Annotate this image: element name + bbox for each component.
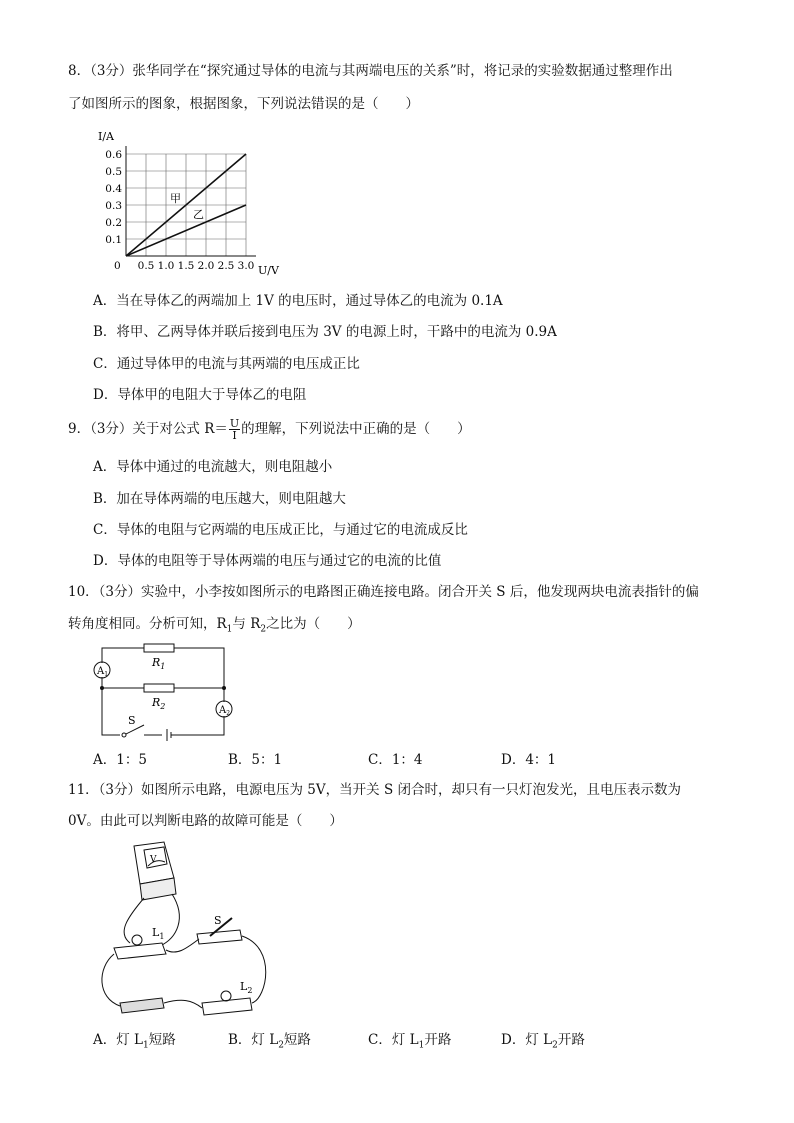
q9-option-d[interactable]: D．导体的电阻等于导体两端的电压与通过它的电流的比值 [93,553,442,569]
fraction-numerator: U [229,417,240,430]
x-axis-label: U/V [258,264,279,277]
voltmeter-label: V [150,855,157,865]
fraction-denominator: I [232,429,237,442]
formula-fraction [229,418,240,441]
r2-label: $R_2$ [152,696,166,711]
y-tick-label-5: 0.6 [105,149,122,161]
junction-left [100,686,104,690]
q9-option-c[interactable]: C．导体的电阻与它两端的电压成正比，与通过它的电流成反比 [93,522,468,538]
l2-label: $L_2$ [240,980,253,995]
physical-circuit-q11 [92,838,282,1023]
q11-option-d[interactable]: D．灯 $L_2$开路 [501,1032,585,1051]
lamp-l1-bulb [132,935,142,945]
series-label-yi: 乙 [193,208,204,221]
q11-stem-line1: 11．（3分）如图所示电路，电源电压为 5V，当开关 S 闭合时，却只有一只灯泡发光，且电压表示数为 [68,782,681,798]
y-tick-label-3: 0.4 [105,183,122,195]
q8-stem-line1: 8．（3分）张华同学在“探究通过导体的电流与其两端电压的关系”时，将记录的实验数据通过整理作出 [68,63,673,79]
wire-top-left [102,648,144,663]
series-label-jia: 甲 [170,192,181,205]
switch-s[interactable] [120,725,157,741]
q9-stem-suffix: 的理解，下列说法中正确的是（ ） [241,421,471,437]
x-tick-label-1: 0.5 [137,260,155,272]
resistor-r1 [144,644,174,652]
switch-base [197,930,242,944]
wire-mid-right [174,688,224,702]
q8-option-a[interactable]: A．当在导体乙的两端加上 1V 的电压时，通过导体乙的电流为 0.1A [93,293,503,309]
q10-sub-1: 1 [226,624,233,635]
q10-option-c[interactable]: C．1：4 [368,752,423,768]
q10-option-d[interactable]: D．4：1 [501,752,557,768]
q10-stem-line1: 10．（3分）实验中，小李按如图所示的电路图正确连接电路。闭合开关 S 后，他发现两块电流表指针的偏 [68,584,699,600]
y-tick-label-2: 0.3 [105,200,122,212]
x-tick-label-6: 3.0 [237,260,255,272]
q11-option-b[interactable]: B．灯 $L_2$短路 [228,1032,311,1051]
a1-label: $A_1$ [97,666,109,678]
q9-option-b[interactable]: B．加在导体两端的电压越大，则电阻越大 [93,491,346,507]
q10-stem-part-b: 与 R [232,616,261,632]
q10-stem-part-a: 转角度相同。分析可知，R [68,616,227,632]
circuit-diagram-q10 [92,643,242,743]
wire-l1-switch [166,939,199,952]
q8-stem-line2: 了如图所示的图象，根据图象，下列说法错误的是（ ） [68,96,419,112]
iu-graph [90,128,290,278]
q11-stem-line2: 0V。由此可以判断电路的故障可能是（ ） [68,813,343,829]
y-tick-label-1: 0.2 [105,217,122,229]
switch-label-q11: S [214,914,222,927]
lamp-l1-base [114,943,166,959]
x-tick-label-3: 1.5 [177,260,195,272]
q11-option-a[interactable]: A．灯 $L_1$短路 [93,1032,176,1051]
r1-label: $R_1$ [152,656,166,671]
q9-option-a[interactable]: A．导体中通过的电流越大，则电阻越小 [93,459,333,475]
junction-right [222,686,226,690]
wire-top-right [174,648,224,688]
a2-label: $A_2$ [219,705,231,717]
y-tick-label-4: 0.5 [105,166,122,178]
q10-option-a[interactable]: A．1：5 [93,752,147,768]
wire-right-bottom [174,716,224,735]
resistor-r2 [144,684,174,692]
x-tick-label-5: 2.5 [217,260,235,272]
wire-l1-battery [102,954,120,1006]
q8-option-d[interactable]: D．导体甲的电阻大于导体乙的电阻 [93,387,307,403]
q11-option-c[interactable]: C．灯 $L_1$开路 [368,1032,452,1051]
x-tick-label-2: 1.0 [157,260,175,272]
x-tick-label-0: 0 [114,260,121,272]
q8-option-b[interactable]: B．将甲、乙两导体并联后接到电压为 3V 的电源上时，干路中的电流为 0.9A [93,324,557,340]
y-axis-label: I/A [98,130,114,143]
battery [120,998,164,1013]
q10-stem-line2 [68,615,361,639]
q8-option-c[interactable]: C．通过导体甲的电流与其两端的电压成正比 [93,356,360,372]
switch-label: S [128,714,136,727]
q9-stem-prefix: 9．（3分）关于对公式 R＝ [68,421,228,437]
q9-stem [68,418,471,441]
lamp-l2-bulb [221,991,231,1001]
q10-stem-part-c: 之比为（ ） [266,616,361,632]
q10-sub-2: 2 [260,624,267,635]
l1-label: $L_1$ [152,926,165,941]
x-tick-label-4: 2.0 [197,260,215,272]
q10-option-b[interactable]: B．5：1 [228,752,283,768]
y-tick-label-0: 0.1 [105,234,122,246]
wire-battery-l2 [164,1000,202,1008]
